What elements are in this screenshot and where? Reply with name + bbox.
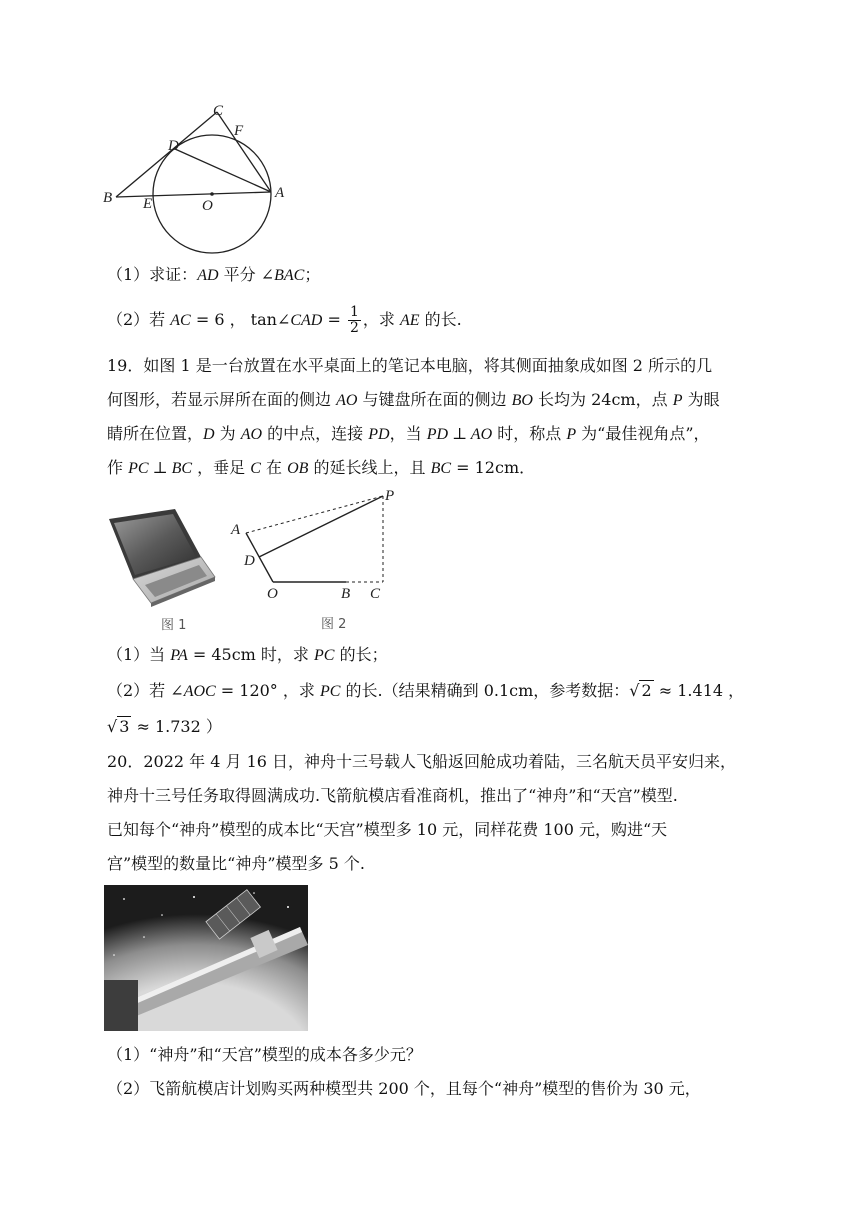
radicand: 2 [641, 681, 652, 700]
radicand: 3 [119, 717, 130, 736]
text: ，垂足 [192, 458, 251, 477]
fig2-caption: 图 2 [321, 617, 347, 632]
text: ≈ 1.414 ， [653, 681, 745, 700]
label-e: E [143, 196, 153, 212]
text: （2）若 [107, 681, 171, 700]
q18-figure [95, 95, 305, 260]
math: OB [287, 460, 309, 477]
q19-line1: 19．如图 1 是一台放置在水平桌面上的笔记本电脑，将其侧面抽象成如图 2 所示的几 [107, 356, 713, 375]
label-p: P [385, 488, 395, 504]
text: 睛所在位置， [107, 424, 204, 443]
text: 与键盘所在面的侧边 [357, 390, 512, 409]
text: （2）若 [107, 310, 171, 329]
q19-part1 [107, 644, 388, 667]
text: （1）求证： [107, 265, 198, 284]
text: 时，求 [255, 645, 315, 664]
text: = [322, 310, 346, 329]
segment-ap [246, 496, 383, 533]
text: 在 [260, 458, 288, 477]
text: 为 [214, 424, 241, 443]
label-o: O [202, 198, 213, 214]
text: = 6 ， tan [190, 310, 277, 329]
math: AC [170, 312, 191, 329]
q19-line3 [107, 423, 710, 446]
q20-line1: 20．2022 年 4 月 16 日，神舟十三号载人飞船返回舱成功着陆，三名航天员平安归来， [107, 752, 737, 771]
text: = 45cm [187, 645, 256, 664]
math: P [566, 426, 577, 443]
text: 的延长线上，且 [308, 458, 431, 477]
text: 的长； [334, 645, 388, 664]
text: 的长.（结果精确到 0.1cm，参考数据： [340, 681, 630, 700]
text: ，求 [362, 310, 400, 329]
q20-line4: 宫”模型的数量比“神舟”模型多 5 个. [107, 854, 365, 873]
math: PA [170, 647, 188, 664]
text: ； [304, 265, 321, 284]
math: BO [511, 392, 533, 409]
math: PC [319, 683, 341, 700]
text: 时，称点 [492, 424, 567, 443]
text: 的中点，连接 [262, 424, 369, 443]
sqrt-sign: √ [629, 681, 640, 700]
text: = 120° ，求 [215, 681, 320, 700]
math: AO [336, 392, 358, 409]
text: 平分 [218, 265, 261, 284]
denominator: 2 [349, 320, 359, 336]
label-f: F [234, 123, 244, 139]
math: ∠CAD [276, 312, 323, 329]
label-a: A [275, 185, 285, 201]
label-o: O [267, 586, 278, 602]
math: P [672, 392, 683, 409]
label-d: D [168, 138, 179, 154]
q20-line3: 已知每个“神舟”模型的成本比“天宫”模型多 10 元，同样花费 100 元，购进“天 [107, 820, 668, 839]
math: AE [399, 312, 420, 329]
text: 何图形，若显示屏所在面的侧边 [107, 390, 337, 409]
q18-part2 [107, 305, 462, 336]
text: （1）当 [107, 645, 171, 664]
math: PD [368, 426, 390, 443]
label-b: B [341, 586, 351, 602]
numerator: 1 [349, 304, 359, 320]
label-b: B [103, 190, 113, 206]
math: AO [240, 426, 263, 443]
segment-pd [259, 496, 383, 557]
fig1-caption: 图 1 [161, 618, 187, 633]
text: ，当 [389, 424, 427, 443]
segment-ba [116, 192, 271, 197]
label-c: C [370, 586, 381, 602]
math: AD [197, 267, 219, 284]
laptop-image [103, 505, 223, 635]
math: PC ⊥ BC [128, 460, 193, 477]
fraction [348, 305, 361, 336]
q18-part1 [107, 264, 320, 287]
math: PC [314, 647, 335, 664]
label-d: D [244, 553, 255, 569]
space-station-image [104, 885, 308, 1031]
math: ∠BAC [260, 267, 305, 284]
text: = 12cm． [451, 458, 536, 477]
label-a: A [231, 522, 241, 538]
math: ∠AOC [170, 683, 216, 700]
q19-figure2 [228, 488, 398, 638]
math: C [250, 460, 261, 477]
q19-part2 [107, 680, 744, 703]
center-dot [210, 192, 214, 196]
q20-line2: 神舟十三号任务取得圆满成功.飞箭航模店看准商机，推出了“神舟”和“天宫”模型. [107, 786, 678, 805]
text: 为眼 [682, 390, 720, 409]
text: 作 [107, 458, 129, 477]
math: BC [430, 460, 452, 477]
text: ≈ 1.732 ） [131, 717, 222, 736]
q20-part1: （1）“神舟”和“天宫”模型的成本各多少元？ [107, 1045, 422, 1064]
sqrt-sign: √ [107, 717, 118, 736]
label-c: C [213, 103, 224, 119]
text: 为“最佳视角点”， [576, 424, 710, 443]
q20-part2: （2）飞箭航模店计划购买两种模型共 200 个，且每个“神舟”模型的售价为 30 元， [107, 1079, 701, 1098]
text: 长均为 24cm，点 [532, 390, 673, 409]
q19-part2-cont [107, 716, 222, 738]
segment-bc [116, 112, 217, 197]
math: PD ⊥ AO [426, 426, 493, 443]
math: D [203, 426, 215, 443]
text: 的长. [419, 310, 462, 329]
q19-line2 [107, 389, 720, 412]
q19-line4 [107, 457, 535, 480]
